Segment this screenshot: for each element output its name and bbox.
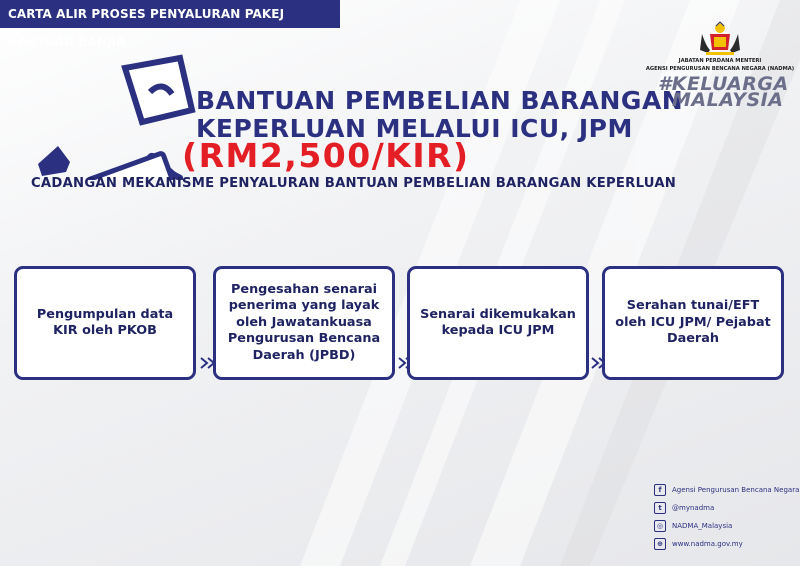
subtitle: CADANGAN MEKANISME PENYALURAN BANTUAN PEMBELIAN BARANGAN KEPERLUAN bbox=[31, 176, 677, 191]
social-website[interactable] bbox=[654, 538, 743, 550]
social-facebook[interactable] bbox=[654, 484, 799, 496]
amount-label: (RM2,500/KIR) bbox=[182, 136, 470, 175]
social-instagram[interactable] bbox=[654, 520, 732, 532]
flow-step-2: Pengesahan senarai penerima yang layak oleh Jawatankuasa Pengurusan Bencana Daerah (JPBD) bbox=[213, 266, 395, 380]
title-line-2: KEPERLUAN MELALUI ICU, JPM bbox=[196, 114, 633, 143]
instagram-label: NADMA_Malaysia bbox=[672, 522, 733, 530]
hashtag-line-1: #KELUARGA bbox=[658, 73, 789, 95]
globe-icon: ⊕ bbox=[654, 538, 666, 550]
social-twitter[interactable] bbox=[654, 502, 714, 514]
money-bills-icon bbox=[30, 50, 200, 180]
flow-step-3: Senarai dikemukakan kepada ICU JPM bbox=[407, 266, 589, 380]
twitter-label: @mynadma bbox=[672, 504, 715, 512]
facebook-label: Agensi Pengurusan Bencana Negara bbox=[672, 486, 800, 494]
malaysia-crest-icon bbox=[696, 20, 744, 56]
agency-line-1: JABATAN PERDANA MENTERI bbox=[678, 58, 762, 64]
hashtag-line-2: MALAYSIA bbox=[672, 89, 784, 111]
twitter-icon: t bbox=[654, 502, 666, 514]
top-banner: CARTA ALIR PROSES PENYALURAN PAKEJ BANTUAN BANJIR bbox=[0, 0, 340, 28]
flow-step-1: Pengumpulan data KIR oleh PKOB bbox=[14, 266, 196, 380]
instagram-icon: ◎ bbox=[654, 520, 666, 532]
facebook-icon: f bbox=[654, 484, 666, 496]
agency-line-2: AGENSI PENGURUSAN BENCANA NEGARA (NADMA) bbox=[645, 66, 795, 72]
website-label: www.nadma.gov.my bbox=[672, 540, 743, 548]
flow-step-4: Serahan tunai/EFT oleh ICU JPM/ Pejabat Daerah bbox=[602, 266, 784, 380]
title-line-1: BANTUAN PEMBELIAN BARANGAN bbox=[196, 86, 684, 115]
